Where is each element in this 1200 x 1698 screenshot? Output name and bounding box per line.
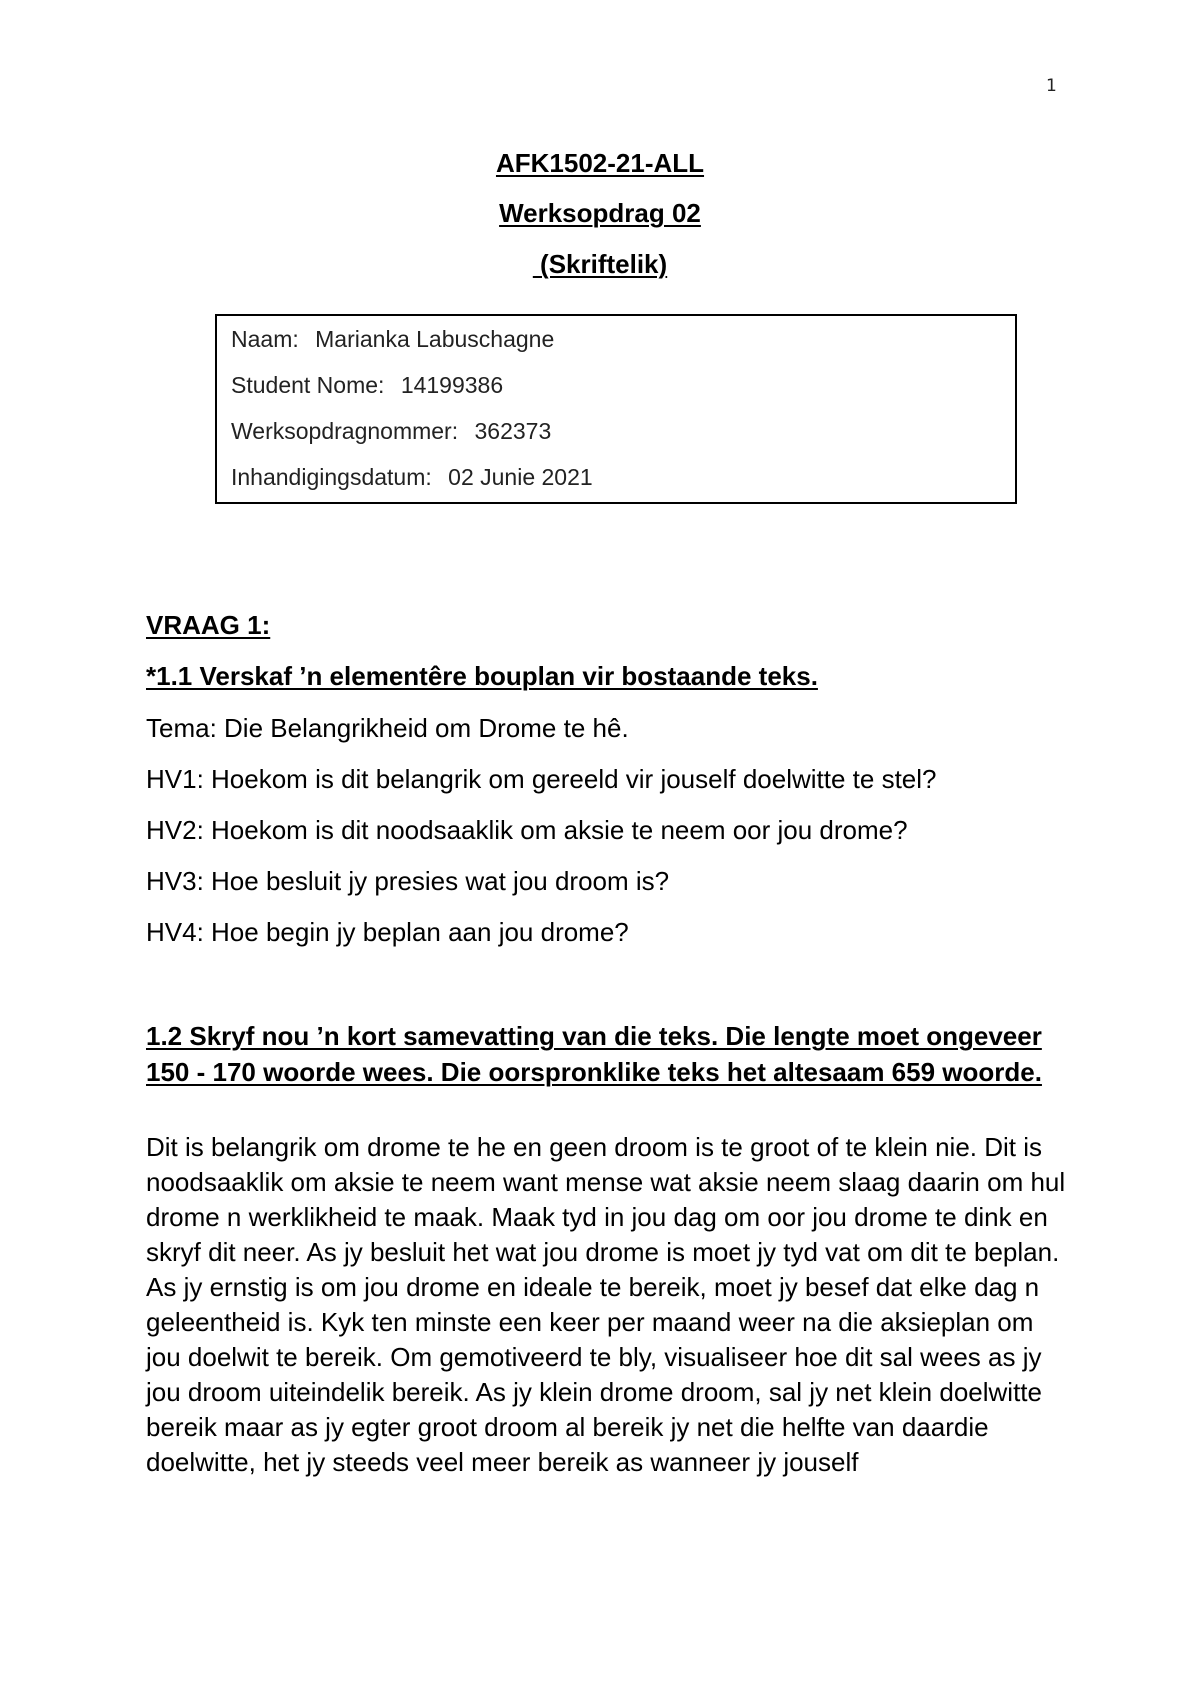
theme-line: Tema: Die Belangrikheid om Drome te hê. [146, 713, 629, 743]
hv1-line: HV1: Hoekom is dit belangrik om gereeld vir jouself doelwitte te stel? [146, 764, 937, 794]
info-row-submission-date [231, 464, 593, 491]
name-label: Naam: [231, 326, 299, 352]
assignment-title: Werksopdrag 02 [499, 198, 701, 228]
hv4-line: HV4: Hoe begin jy beplan aan jou drome? [146, 917, 629, 947]
info-row-student-number [231, 372, 503, 399]
question-1-2-heading: 1.2 Skryf nou ’n kort samevatting van die teks. Die lengte moet ongeveer 150 - 170 woorde wees. Die oorspronklike teks het altesaam 659 woorde. [146, 1021, 1042, 1087]
hv3-line: HV3: Hoe besluit jy presies wat jou droom is? [146, 866, 670, 896]
info-row-name [231, 326, 554, 353]
student-number-label: Student Nome: [231, 372, 385, 398]
course-code-title: AFK1502-21-ALL [495, 148, 705, 178]
student-info-box [215, 314, 1017, 504]
assignment-number-label: Werksopdragnommer: [231, 418, 459, 444]
question-1-heading: VRAAG 1: [146, 610, 271, 640]
hv2-line: HV2: Hoekom is dit noodsaaklik om aksie te neem oor jou drome? [146, 815, 908, 845]
page-number: 1 [1046, 76, 1057, 96]
assignment-number-value: 362373 [474, 418, 552, 444]
student-number-value: 14199386 [400, 372, 504, 398]
summary-paragraph: Dit is belangrik om drome te he en geen droom is te groot of te klein nie. Dit is noodsaaklik om aksie te neem want mense wat aksie neem slaag daarin om hul drome n werklikheid te maak. Maak tyd in jou dag om oor jou drome te dink en skryf dit neer. As jy besluit het wat jou drome is moet jy tyd vat om dit te beplan. As jy ernstig is om jou drome en ideale te bereik, moet jy besef dat elke dag n geleentheid is. Kyk ten minste een keer per maand weer na die aksieplan om jou doelwit te bereik. Om gemotiveerd te bly, visualiseer hoe dit sal wees as jy jou droom uiteindelik bereik. As jy klein drome droom, sal jy net klein doelwitte bereik maar as jy egter groot droom al bereik jy net die helfte van daardie doelwitte, het jy steeds veel meer bereik as wanneer jy jouself [146, 1132, 1066, 1477]
submission-date-label: Inhandigingsdatum: [231, 464, 432, 490]
info-row-assignment-number [231, 418, 551, 445]
assignment-type-title: (Skriftelik) [532, 249, 668, 279]
question-1-1-heading: *1.1 Verskaf ’n elementêre bouplan vir bostaande teks. [146, 661, 818, 691]
submission-date-value: 02 Junie 2021 [448, 464, 593, 490]
name-value: Marianka Labuschagne [315, 326, 555, 352]
